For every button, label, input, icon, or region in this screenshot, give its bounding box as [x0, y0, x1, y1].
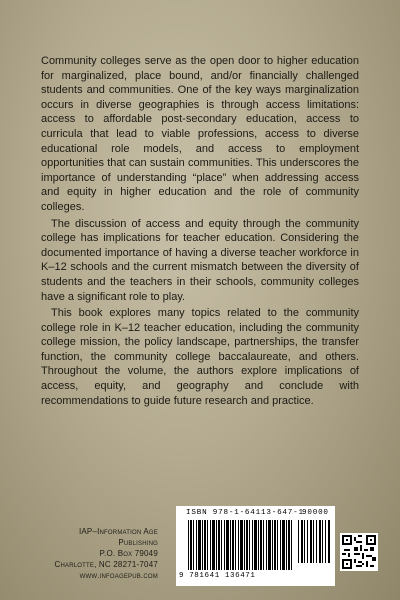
addon-digits: 90000 — [302, 509, 329, 517]
blurb-paragraph-1: Community colleges serve as the open door to higher education for marginalized, place bound, and/or financially challenged students and communities. One of the key ways marginalization occurs in diverse geographies is through access limitations: access to affordable post-secondary education, access to curricula that lead to viable professions, access to diverse educational role models, and access to employment opportunities that can sustain communities. This underscores the importance of understanding “place” when addressing access and equity in higher education and the role of community colleges. — [41, 55, 359, 213]
publisher-city: Charlotte, NC 28271-7047 — [54, 560, 158, 569]
qr-code-icon — [340, 533, 378, 571]
blurb-paragraph-3: This book explores many topics related to the community college role in K–12 teacher education, including the community college mission, the policy landscape, partnerships, the transfer function, the community college baccalaureate, and others. Throughout the volume, the authors explore implications of access, equity, and geography and conclude with recommendations to guide future research and practice. — [41, 307, 359, 407]
publisher-po-box: P.O. Box 79049 — [99, 549, 158, 558]
isbn-label: ISBN 978-1-64113-647-1 — [186, 509, 304, 517]
back-cover-blurb — [41, 54, 359, 410]
barcode-icon — [188, 520, 293, 570]
ean-digits: 9 781641 136471 — [179, 572, 256, 580]
addon-barcode-icon — [298, 520, 331, 563]
isbn-barcode — [176, 506, 335, 586]
publisher-website: www.infoagepub.com — [79, 571, 158, 580]
blurb-paragraph-2: The discussion of access and equity through the community college has implications for teacher education. Considering the documented importance of having a diverse teacher workforce in K–12 schools and the current mismatch between the diversity of students and the teachers in their schools, community colleges have a significant role to play. — [41, 217, 359, 303]
publisher-name: IAP–Information Age Publishing — [78, 527, 158, 547]
publisher-info — [40, 526, 158, 581]
